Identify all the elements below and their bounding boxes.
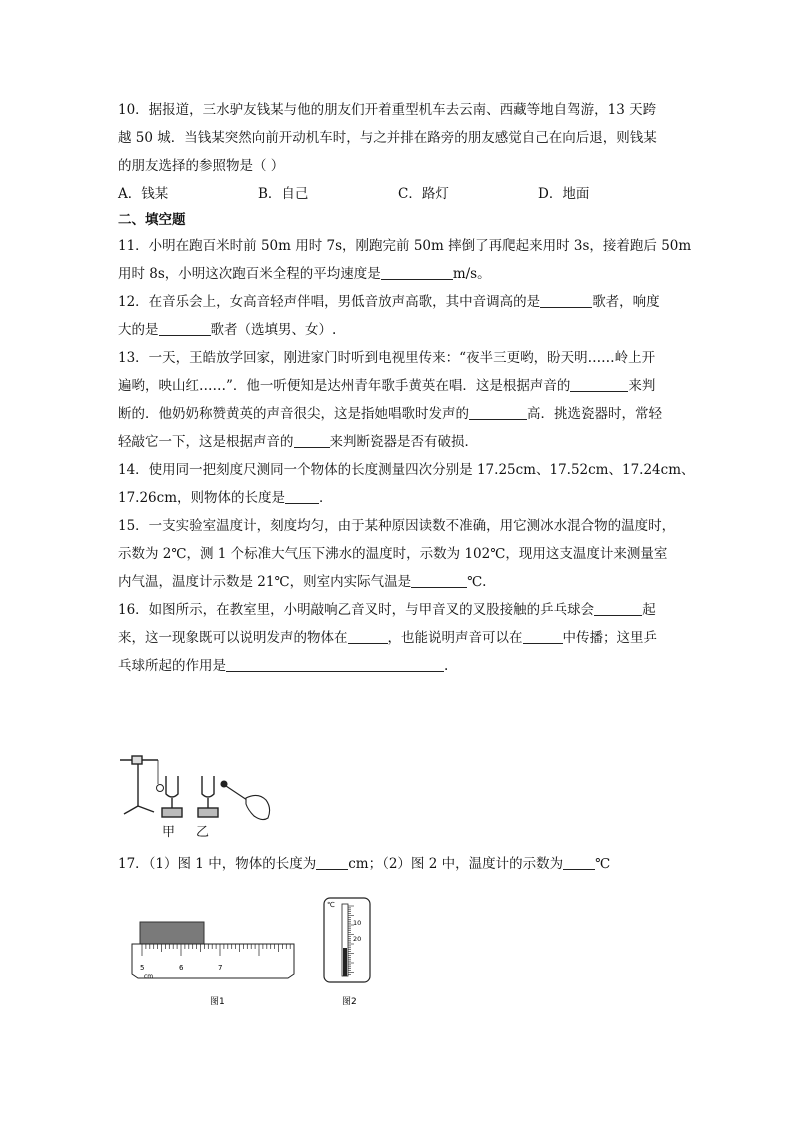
question-14-line-2 bbox=[118, 484, 678, 512]
q16-text-a: 16．如图所示，在教室里，小明敲响乙音叉时，与甲音叉的叉股接触的乒乓球会 bbox=[118, 602, 595, 618]
option-c[interactable]: C．路灯 bbox=[398, 186, 449, 202]
q14-answer-blank[interactable] bbox=[285, 489, 319, 504]
q13-answer-blank-3[interactable] bbox=[294, 433, 330, 448]
question-16-line-1 bbox=[118, 596, 678, 624]
q13-answer-blank-1[interactable] bbox=[570, 377, 628, 392]
question-13-line-2 bbox=[118, 372, 678, 400]
q11-answer-blank[interactable] bbox=[381, 265, 453, 280]
q17-text-b: cm；（2）图 2 中，温度计的示数为 bbox=[348, 856, 564, 872]
q15-text-b: ℃. bbox=[467, 574, 487, 590]
mercury-column bbox=[343, 948, 347, 976]
q13-text-a: 遍哟，映山红……”．他一听便知是达州青年歌手黄英在唱．这是根据声音的 bbox=[118, 378, 571, 394]
q12-text-a: 12．在音乐会上，女高音轻声伴唱，男低音放声高歌，其中音调高的是 bbox=[118, 294, 541, 310]
q16-answer-blank-4[interactable] bbox=[226, 657, 444, 672]
tuning-fork-figure bbox=[116, 748, 276, 840]
tuning-fork-yi-icon bbox=[198, 776, 218, 817]
q16-answer-blank-1[interactable] bbox=[594, 601, 642, 616]
q13-text-d: 高．挑选瓷器时，常轻 bbox=[527, 406, 662, 422]
ruler-number-7: 7 bbox=[218, 964, 223, 972]
q17-answer-blank-2[interactable] bbox=[563, 855, 595, 870]
figure-1-caption: 图1 bbox=[210, 997, 225, 1007]
q12-text-c: 大的是 bbox=[118, 322, 159, 338]
thermometer-number-20: 20 bbox=[353, 935, 362, 943]
q15-text-a: 内气温，温度计示数是 21℃，则室内实际气温是 bbox=[118, 574, 412, 590]
q13-text-c: 断的．他奶奶称赞黄英的声音很尖，这是指她唱歌时发声的 bbox=[118, 406, 469, 422]
q17-answer-blank-1[interactable] bbox=[316, 855, 348, 870]
hand-with-mallet-icon bbox=[221, 781, 270, 820]
question-10-line-3: 的朋友选择的参照物是（ ） bbox=[118, 158, 285, 174]
q13-text-f: 来判断瓷器是否有破损． bbox=[329, 434, 478, 450]
q13-text-b: 来判 bbox=[628, 378, 656, 394]
q16-text-b: 起 bbox=[642, 602, 656, 618]
q16-text-e: 中传播；这里乒 bbox=[562, 630, 657, 646]
ping-pong-ball-icon bbox=[157, 785, 164, 792]
question-13-line-3 bbox=[118, 400, 678, 428]
q13-text-e: 轻敲它一下，这是根据声音的 bbox=[118, 434, 294, 450]
question-10-options bbox=[118, 180, 678, 208]
question-10-line-1: 10．据报道，三水驴友钱某与他的朋友们开着重型机车去云南、西藏等地自驾游，13 天跨 bbox=[118, 102, 657, 118]
q16-answer-blank-3[interactable] bbox=[523, 629, 563, 644]
label-jia: 甲 bbox=[162, 825, 176, 840]
thermometer-unit: ℃ bbox=[327, 901, 335, 909]
question-11-line-1: 11．小明在跑百米时前 50m 用时 7s，刚跑完前 50m 摔倒了再爬起来用时 3s，接着跑后 50m bbox=[118, 238, 692, 254]
question-15-line-1: 15．一支实验室温度计，刻度均匀，由于某种原因读数不准确，用它测冰水混合物的温度时， bbox=[118, 518, 676, 534]
ruler-number-6: 6 bbox=[179, 964, 184, 972]
question-13-line-1: 13．一天，王皓放学回家，刚进家门时听到电视里传来：“夜半三更哟，盼天明……岭上开 bbox=[118, 350, 656, 366]
q14-text-a: 17.26cm，则物体的长度是 bbox=[118, 490, 286, 506]
ruler-unit: cm bbox=[144, 973, 154, 980]
question-14-line-1: 14．使用同一把刻度尺测同一个物体的长度测量四次分别是 17.25cm、17.52cm、17.24cm、 bbox=[118, 462, 695, 478]
q17-text-a: 17．（1）图 1 中，物体的长度为 bbox=[118, 856, 317, 872]
q14-text-b: ． bbox=[319, 490, 333, 506]
question-15-line-3 bbox=[118, 568, 678, 596]
question-15-line-2: 示数为 2℃，测 1 个标准大气压下沸水的温度时，示数为 102℃，现用这支温度计来测量室 bbox=[118, 546, 668, 562]
question-16-line-2 bbox=[118, 624, 678, 652]
option-b[interactable]: B．自己 bbox=[258, 186, 309, 202]
q12-text-d: 歌者（选填男、女）. bbox=[210, 322, 337, 338]
q12-answer-blank-2[interactable] bbox=[159, 321, 211, 336]
q12-answer-blank-1[interactable] bbox=[540, 293, 592, 308]
q16-text-f: 乓球所起的作用是 bbox=[118, 658, 226, 674]
retort-stand-icon bbox=[120, 756, 158, 814]
question-12-line-1 bbox=[118, 288, 678, 316]
question-13-line-4 bbox=[118, 428, 678, 456]
q16-text-d: ，也能说明声音可以在 bbox=[387, 630, 523, 646]
ruler-body bbox=[132, 944, 294, 978]
question-16-line-3 bbox=[118, 652, 678, 680]
q16-text-g: . bbox=[444, 658, 449, 674]
ruler-figure bbox=[130, 918, 296, 1010]
option-a[interactable]: A．钱某 bbox=[118, 186, 169, 202]
q12-text-b: 歌者，响度 bbox=[592, 294, 660, 310]
q11-text-b: m/s。 bbox=[452, 266, 491, 282]
q17-text-c: ℃ bbox=[595, 856, 611, 872]
label-yi: 乙 bbox=[196, 825, 210, 840]
measured-block bbox=[140, 922, 204, 944]
q16-text-c: 来，这一现象既可以说明发声的物体在 bbox=[118, 630, 348, 646]
figure-2-caption: 图2 bbox=[342, 997, 357, 1007]
question-17-line bbox=[118, 850, 610, 878]
q13-answer-blank-2[interactable] bbox=[469, 405, 527, 420]
thermometer-figure bbox=[320, 894, 376, 1010]
q16-answer-blank-2[interactable] bbox=[348, 629, 388, 644]
q15-answer-blank[interactable] bbox=[411, 573, 467, 588]
section-title-fill-in: 二、填空题 bbox=[118, 212, 186, 228]
option-d[interactable]: D．地面 bbox=[538, 186, 590, 202]
q11-text-a: 用时 8s，小明这次跑百米全程的平均速度是 bbox=[118, 266, 381, 282]
tuning-fork-jia-icon bbox=[162, 776, 182, 817]
ruler-number-5: 5 bbox=[140, 964, 145, 972]
question-12-line-2 bbox=[118, 316, 678, 344]
thermometer-number-10: 10 bbox=[353, 919, 362, 927]
question-11-line-2 bbox=[118, 260, 678, 288]
question-10-line-2: 越 50 城．当钱某突然向前开动机车时，与之并排在路旁的朋友感觉自己在向后退，则钱某 bbox=[118, 130, 657, 146]
worksheet bbox=[118, 96, 695, 680]
